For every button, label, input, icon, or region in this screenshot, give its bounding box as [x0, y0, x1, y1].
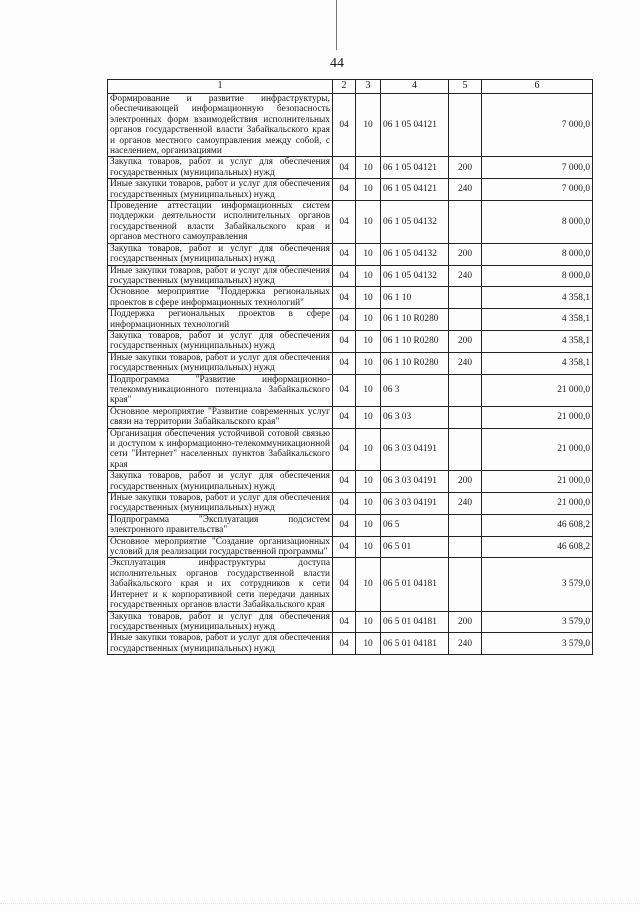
row-subsection-cell: 10 — [356, 179, 381, 201]
row-subsection-cell: 10 — [356, 514, 381, 536]
table-row — [108, 514, 593, 536]
row-subsection-cell: 10 — [356, 243, 381, 265]
table-row — [108, 309, 593, 331]
row-target-article-cell: 06 1 05 04121 — [381, 94, 449, 157]
row-target-article-cell: 06 1 10 R0280 — [381, 330, 449, 352]
row-target-article-cell: 06 1 10 R0280 — [381, 352, 449, 374]
table-row — [108, 265, 593, 287]
row-section-cell: 04 — [333, 493, 356, 515]
row-expense-type-cell — [449, 287, 482, 309]
row-expense-type-cell — [449, 94, 482, 157]
scan-fold-line — [336, 0, 337, 50]
header-col-target-article: 4 — [381, 80, 449, 94]
row-subsection-cell: 10 — [356, 558, 381, 611]
row-section-cell: 04 — [333, 265, 356, 287]
row-expense-type-cell: 240 — [449, 179, 482, 201]
header-col-subsection: 3 — [356, 80, 381, 94]
row-target-article-cell: 06 3 — [381, 374, 449, 406]
row-section-cell: 04 — [333, 157, 356, 179]
row-name-cell: Иные закупки товаров, работ и услуг для обеспечения государственных (муниципальных) нужд — [108, 179, 333, 201]
row-subsection-cell: 10 — [356, 94, 381, 157]
row-target-article-cell: 06 3 03 04191 — [381, 428, 449, 471]
page-number: 44 — [330, 56, 344, 71]
row-section-cell: 04 — [333, 536, 356, 558]
row-name-cell: Подпрограмма "Эксплуатация подсистем электронного правительства" — [108, 514, 333, 536]
row-section-cell: 04 — [333, 428, 356, 471]
row-expense-type-cell — [449, 406, 482, 428]
row-amount-cell: 3 579,0 — [482, 611, 593, 633]
row-expense-type-cell: 200 — [449, 157, 482, 179]
table-row — [108, 374, 593, 406]
row-name-cell: Основное мероприятие "Поддержка региональных проектов в сфере информационных технологий" — [108, 287, 333, 309]
row-expense-type-cell: 240 — [449, 265, 482, 287]
row-section-cell: 04 — [333, 611, 356, 633]
row-target-article-cell: 06 5 01 04181 — [381, 633, 449, 655]
row-name-cell: Проведение аттестации информационных систем поддержки деятельности исполнительных органов государственной власти Забайкальского края и органов местного самоуправления — [108, 201, 333, 244]
row-name-cell: Иные закупки товаров, работ и услуг для обеспечения государственных (муниципальных) нужд — [108, 633, 333, 655]
table-row — [108, 157, 593, 179]
row-expense-type-cell — [449, 514, 482, 536]
row-section-cell: 04 — [333, 471, 356, 493]
row-amount-cell: 3 579,0 — [482, 633, 593, 655]
row-target-article-cell: 06 5 — [381, 514, 449, 536]
row-section-cell: 04 — [333, 287, 356, 309]
row-expense-type-cell — [449, 558, 482, 611]
row-subsection-cell: 10 — [356, 493, 381, 515]
row-target-article-cell: 06 1 05 04121 — [381, 179, 449, 201]
row-subsection-cell: 10 — [356, 157, 381, 179]
row-name-cell: Эксплуатация инфраструктуры доступа исполнительных органов государственной власти Забайкальского края и их сотрудников к сети Интернет и к корпоративной сети передачи данных государственных органов власти Забайкальского края — [108, 558, 333, 611]
scan-edge-artifact — [0, 903, 640, 912]
row-amount-cell: 7 000,0 — [482, 179, 593, 201]
row-subsection-cell: 10 — [356, 330, 381, 352]
row-subsection-cell: 10 — [356, 287, 381, 309]
row-amount-cell: 7 000,0 — [482, 94, 593, 157]
row-subsection-cell: 10 — [356, 536, 381, 558]
row-expense-type-cell — [449, 536, 482, 558]
row-name-cell: Иные закупки товаров, работ и услуг для обеспечения государственных (муниципальных) нужд — [108, 493, 333, 515]
row-target-article-cell: 06 3 03 — [381, 406, 449, 428]
row-subsection-cell: 10 — [356, 201, 381, 244]
header-col-section: 2 — [333, 80, 356, 94]
row-amount-cell: 8 000,0 — [482, 201, 593, 244]
row-subsection-cell: 10 — [356, 374, 381, 406]
table-row — [108, 406, 593, 428]
row-target-article-cell: 06 1 05 04132 — [381, 243, 449, 265]
row-name-cell: Основное мероприятие "Создание организационных условий для реализации государственной программы" — [108, 536, 333, 558]
table-body — [108, 94, 593, 655]
row-subsection-cell: 10 — [356, 265, 381, 287]
row-amount-cell: 4 358,1 — [482, 352, 593, 374]
row-name-cell: Закупка товаров, работ и услуг для обеспечения государственных (муниципальных) нужд — [108, 330, 333, 352]
row-name-cell: Закупка товаров, работ и услуг для обеспечения государственных (муниципальных) нужд — [108, 243, 333, 265]
table-row — [108, 201, 593, 244]
row-name-cell: Закупка товаров, работ и услуг для обеспечения государственных (муниципальных) нужд — [108, 471, 333, 493]
row-expense-type-cell: 240 — [449, 352, 482, 374]
row-subsection-cell: 10 — [356, 611, 381, 633]
row-section-cell: 04 — [333, 633, 356, 655]
table-row — [108, 428, 593, 471]
row-amount-cell: 21 000,0 — [482, 471, 593, 493]
row-expense-type-cell — [449, 201, 482, 244]
row-subsection-cell: 10 — [356, 471, 381, 493]
row-expense-type-cell: 200 — [449, 611, 482, 633]
row-expense-type-cell: 200 — [449, 330, 482, 352]
row-target-article-cell: 06 5 01 — [381, 536, 449, 558]
table-header-row — [108, 80, 593, 94]
row-target-article-cell: 06 1 10 R0280 — [381, 309, 449, 331]
row-expense-type-cell: 240 — [449, 633, 482, 655]
row-name-cell: Организация обеспечения устойчивой сотовой связью и доступом к информационно-телекоммуникационной сети "Интернет" населенных пунктов Забайкальского края — [108, 428, 333, 471]
row-subsection-cell: 10 — [356, 309, 381, 331]
row-amount-cell: 3 579,0 — [482, 558, 593, 611]
table-row — [108, 352, 593, 374]
row-section-cell: 04 — [333, 406, 356, 428]
table-row — [108, 558, 593, 611]
table-row — [108, 179, 593, 201]
budget-table — [107, 79, 593, 655]
row-section-cell: 04 — [333, 309, 356, 331]
table-row — [108, 493, 593, 515]
row-name-cell: Поддержка региональных проектов в сфере информационных технологий — [108, 309, 333, 331]
row-expense-type-cell: 240 — [449, 493, 482, 515]
row-section-cell: 04 — [333, 201, 356, 244]
header-col-amount: 6 — [482, 80, 593, 94]
table-row — [108, 330, 593, 352]
header-col-name: 1 — [108, 80, 333, 94]
row-subsection-cell: 10 — [356, 428, 381, 471]
table-row — [108, 471, 593, 493]
row-amount-cell: 46 608,2 — [482, 514, 593, 536]
row-section-cell: 04 — [333, 352, 356, 374]
row-amount-cell: 7 000,0 — [482, 157, 593, 179]
row-subsection-cell: 10 — [356, 352, 381, 374]
row-amount-cell: 21 000,0 — [482, 428, 593, 471]
table-row — [108, 243, 593, 265]
row-name-cell: Подпрограмма "Развитие информационно-телекоммуникационного потенциала Забайкальского края" — [108, 374, 333, 406]
row-name-cell: Основное мероприятие "Развитие современных услуг связи на территории Забайкальского края" — [108, 406, 333, 428]
row-expense-type-cell — [449, 374, 482, 406]
row-name-cell: Иные закупки товаров, работ и услуг для обеспечения государственных (муниципальных) нужд — [108, 352, 333, 374]
row-amount-cell: 4 358,1 — [482, 330, 593, 352]
row-section-cell: 04 — [333, 558, 356, 611]
row-expense-type-cell: 200 — [449, 243, 482, 265]
table-row — [108, 633, 593, 655]
row-expense-type-cell — [449, 309, 482, 331]
row-name-cell: Иные закупки товаров, работ и услуг для обеспечения государственных (муниципальных) нужд — [108, 265, 333, 287]
row-amount-cell: 21 000,0 — [482, 406, 593, 428]
row-target-article-cell: 06 3 03 04191 — [381, 471, 449, 493]
row-section-cell: 04 — [333, 243, 356, 265]
row-name-cell: Закупка товаров, работ и услуг для обеспечения государственных (муниципальных) нужд — [108, 611, 333, 633]
row-target-article-cell: 06 1 05 04121 — [381, 157, 449, 179]
row-section-cell: 04 — [333, 94, 356, 157]
row-amount-cell: 8 000,0 — [482, 265, 593, 287]
row-amount-cell: 8 000,0 — [482, 243, 593, 265]
row-name-cell: Закупка товаров, работ и услуг для обеспечения государственных (муниципальных) нужд — [108, 157, 333, 179]
row-target-article-cell: 06 1 05 04132 — [381, 265, 449, 287]
table-row — [108, 536, 593, 558]
row-amount-cell: 21 000,0 — [482, 493, 593, 515]
row-amount-cell: 4 358,1 — [482, 287, 593, 309]
row-target-article-cell: 06 1 10 — [381, 287, 449, 309]
row-name-cell: Формирование и развитие инфраструктуры, обеспечивающей информационную безопасность электронных форм взаимодействия исполнительных органов государственной власти Забайкальского края и органов местного самоуправления между собой, с населением, организациями — [108, 94, 333, 157]
row-subsection-cell: 10 — [356, 406, 381, 428]
row-amount-cell: 21 000,0 — [482, 374, 593, 406]
row-target-article-cell: 06 3 03 04191 — [381, 493, 449, 515]
table-row — [108, 287, 593, 309]
row-target-article-cell: 06 5 01 04181 — [381, 558, 449, 611]
row-section-cell: 04 — [333, 179, 356, 201]
row-expense-type-cell — [449, 428, 482, 471]
table-row — [108, 94, 593, 157]
row-section-cell: 04 — [333, 330, 356, 352]
row-subsection-cell: 10 — [356, 633, 381, 655]
header-col-expense-type: 5 — [449, 80, 482, 94]
row-amount-cell: 46 608,2 — [482, 536, 593, 558]
table-row — [108, 611, 593, 633]
row-amount-cell: 4 358,1 — [482, 309, 593, 331]
row-section-cell: 04 — [333, 374, 356, 406]
row-target-article-cell: 06 1 05 04132 — [381, 201, 449, 244]
row-expense-type-cell: 200 — [449, 471, 482, 493]
row-target-article-cell: 06 5 01 04181 — [381, 611, 449, 633]
row-section-cell: 04 — [333, 514, 356, 536]
